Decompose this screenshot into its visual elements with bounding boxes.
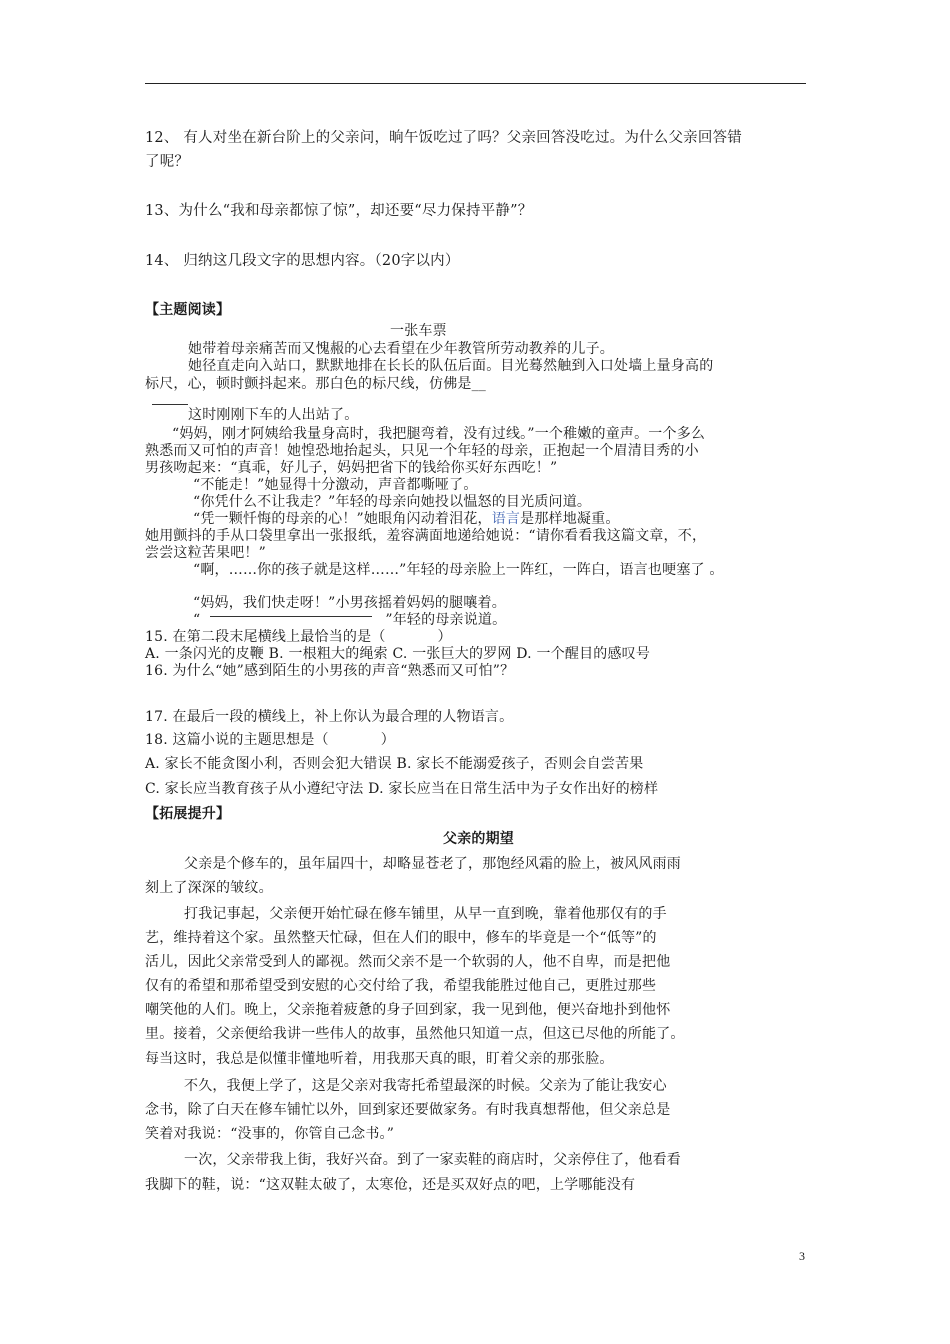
story1-paragraph: 男孩吻起来：“真乖，好儿子，妈妈把省下的钱给你买好东西吃！”	[145, 460, 558, 476]
fill-blank-line	[210, 616, 372, 617]
story2-line: 念书，除了白天在修车铺忙以外，回到家还要做家务。有时我真想帮他，但父亲总是	[145, 1102, 671, 1118]
story1-paragraph: “妈妈，我们快走呀！”小男孩摇着妈妈的腿嚷着。	[193, 595, 506, 611]
story1-paragraph: 她用颤抖的手从口袋里拿出一张报纸，羞容满面地递给她说：“请你看看我这篇文章，不，	[145, 528, 707, 544]
story1-paragraph: “你凭什么不让我走？”年轻的母亲向她投以愠怒的目光质问道。	[193, 494, 592, 510]
story2-line: 活儿，因此父亲常受到人的鄙视。然而父亲不是一个软弱的人，他不自卑，而是把他	[145, 954, 671, 970]
story2-line: 嘲笑他的人们。晚上，父亲拖着疲惫的身子回到家，我一见到他，便兴奋地扑到他怀	[145, 1002, 671, 1018]
section-heading-extension: 【拓展提升】	[145, 806, 231, 822]
story1-paragraph: 她带着母亲痛苦而又愧赧的心去看望在少年教管所劳动教养的儿子。	[188, 341, 614, 357]
story2-line: 刻上了深深的皱纹。	[145, 880, 273, 896]
question-12-line1: 12、 有人对坐在新台阶上的父亲问，晌午饭吃过了吗？父亲回答没吃过。为什么父亲回答错	[145, 130, 742, 146]
story2-line: 父亲是个修车的，虽年届四十，却略显苍老了，那饱经风霜的脸上，被风风雨雨	[184, 856, 681, 872]
question-16: 16. 为什么“她”感到陌生的小男孩的声音“熟悉而又可怕”？	[145, 663, 515, 679]
story2-title: 父亲的期望	[443, 831, 514, 847]
story1-paragraph: 这时刚刚下车的人出站了。	[188, 407, 359, 423]
question-18-options-cd: C. 家长应当教育孩子从小遵纪守法 D. 家长应当在日常生活中为子女作出好的榜样	[145, 781, 659, 797]
story2-line: 每当这时，我总是似懂非懂地听着，用我那天真的眼，盯着父亲的那张脸。	[145, 1051, 614, 1067]
story1-paragraph: “凭一颗忏悔的母亲的心！”她眼角闪动着泪花，语言是那样地凝重。	[193, 511, 620, 527]
question-12-line2: 了呢？	[145, 154, 190, 170]
story2-line: 不久，我便上学了，这是父亲对我寄托希望最深的时候。父亲为了能让我安心	[184, 1078, 667, 1094]
question-13: 13、为什么“我和母亲都惊了惊”，却还要“尽力保持平静”？	[145, 203, 533, 219]
story1-paragraph: 标尺，心，顿时颤抖起来。那白色的标尺线，仿佛是__	[145, 376, 486, 392]
story1-paragraph-blank: “ ”年轻的母亲说道。	[193, 612, 507, 628]
story1-paragraph: “啊，……你的孩子就是这样……”年轻的母亲脸上一阵红，一阵白，语言也哽塞了 。	[193, 562, 724, 578]
question-18: 18. 这篇小说的主题思想是（ ）	[145, 732, 395, 748]
story1-paragraph: “不能走！”她显得十分激动，声音都嘶哑了。	[193, 477, 478, 493]
story1-paragraph: 尝尝这粒苦果吧！”	[145, 545, 266, 561]
story1-paragraph: 熟悉而又可怕的声音！她惶恐地抬起头，只见一个年轻的母亲，正抱起一个眉清目秀的小	[145, 443, 699, 459]
story1-paragraph: 她径直走向入站口，默默地排在长长的队伍后面。目光蓦然触到入口处墙上量身高的	[188, 358, 714, 374]
story2-line: 仅有的希望和那希望受到安慰的心交付给了我，希望我能胜过他自己，更胜过那些	[145, 978, 657, 994]
story2-line: 一次，父亲带我上街，我好兴奋。到了一家卖鞋的商店时，父亲停住了，他看看	[184, 1152, 681, 1168]
story2-line: 笑着对我说：“没事的，你管自己念书。”	[145, 1126, 395, 1142]
page-number: 3	[799, 1249, 805, 1263]
story2-line: 里。接着，父亲便给我讲一些伟人的故事，虽然他只知道一点，但这已尽他的所能了。	[145, 1026, 685, 1042]
question-15-options: A. 一条闪光的皮鞭 B. 一根粗大的绳索 C. 一张巨大的罗网 D. 一个醒目的感叹号	[145, 646, 651, 662]
story2-line: 艺，维持着这个家。虽然整天忙碌，但在人们的眼中，修车的毕竟是一个“低等”的	[145, 930, 657, 946]
story2-line: 我脚下的鞋，说：“这双鞋太破了，太寒伧，还是买双好点的吧，上学哪能没有	[145, 1177, 636, 1193]
question-14: 14、 归纳这几段文字的思想内容。（20字以内）	[145, 253, 460, 269]
section-heading-reading: 【主题阅读】	[145, 302, 231, 318]
story1-title: 一张车票	[390, 323, 447, 339]
story2-line: 打我记事起，父亲便开始忙碌在修车铺里，从早一直到晚，靠着他那仅有的手	[184, 906, 667, 922]
header-rule	[145, 83, 806, 84]
fill-blank-line	[152, 404, 188, 405]
story1-paragraph: “妈妈，刚才阿姨给我量身高时，我把腿弯着，没有过线。”一个稚嫩的童声。一个多么	[172, 426, 706, 442]
question-18-options-ab: A. 家长不能贪图小利，否则会犯大错误 B. 家长不能溺爱孩子，否则会自尝苦果	[145, 756, 644, 772]
question-15: 15. 在第二段末尾横线上最恰当的是（ ）	[145, 629, 452, 645]
highlighted-word: 语言	[491, 511, 521, 527]
question-17: 17. 在最后一段的横线上，补上你认为最合理的人物语言。	[145, 709, 514, 725]
